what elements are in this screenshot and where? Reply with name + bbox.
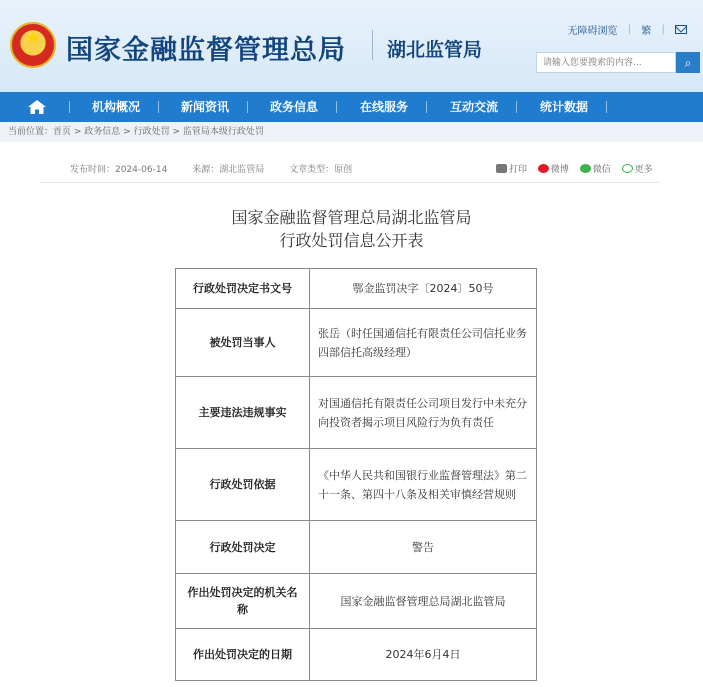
row-key: 作出处罚决定的日期 <box>176 629 310 681</box>
nav-item-gov-info[interactable]: 政务信息 <box>270 100 319 114</box>
row-key: 行政处罚依据 <box>176 449 310 521</box>
breadcrumb-item-gov-info[interactable]: 政务信息 <box>84 127 121 137</box>
breadcrumb-prefix: 当前位置： <box>8 127 54 137</box>
wechat-label: 微信 <box>592 165 611 175</box>
plus-icon <box>622 164 633 173</box>
nav-divider <box>336 101 337 113</box>
printer-icon <box>496 164 507 173</box>
more-label: 更多 <box>634 165 653 175</box>
table-row <box>176 521 537 574</box>
row-value: 2024年6月4日 <box>310 629 537 681</box>
top-link-divider: | <box>661 24 665 35</box>
site-title[interactable]: 国家金融监督管理总局 <box>66 35 346 66</box>
table-row <box>176 449 537 521</box>
nav-divider <box>606 101 607 113</box>
row-key: 主要违法违规事实 <box>176 377 310 449</box>
main-nav <box>0 92 703 122</box>
top-links <box>568 22 688 37</box>
article-meta <box>70 162 374 175</box>
row-value: 鄂金监罚决字〔2024〕50号 <box>310 269 537 309</box>
table-row <box>176 309 537 377</box>
breadcrumb-item-home[interactable]: 首页 <box>53 127 72 137</box>
home-icon[interactable] <box>28 100 46 114</box>
weibo-share-button[interactable] <box>538 162 569 175</box>
title-divider <box>372 30 373 60</box>
site-header <box>0 0 703 92</box>
search-input[interactable] <box>536 52 676 73</box>
row-key: 作出处罚决定的机关名称 <box>176 574 310 629</box>
nav-divider <box>426 101 427 113</box>
nav-divider <box>69 101 70 113</box>
breadcrumb-separator: > <box>169 127 183 137</box>
nav-item-online-service[interactable]: 在线服务 <box>360 100 409 114</box>
nav-item-about[interactable]: 机构概况 <box>92 100 141 114</box>
search-icon: ⌕ <box>684 55 692 70</box>
row-value: 张岳（时任国通信托有限责任公司信托业务四部信托高级经理） <box>310 309 537 377</box>
mail-icon[interactable] <box>675 25 687 34</box>
meta-divider <box>40 182 660 183</box>
print-button[interactable] <box>496 162 527 175</box>
national-emblem-icon: ★ <box>10 22 56 68</box>
breadcrumb-item-local-penalty[interactable]: 监管局本级行政处罚 <box>182 127 264 137</box>
row-key: 被处罚当事人 <box>176 309 310 377</box>
more-share-button[interactable] <box>622 162 653 175</box>
share-bar <box>496 162 661 175</box>
weibo-label: 微博 <box>550 165 569 175</box>
publish-time: 发布时间：2024-06-14 <box>70 165 168 175</box>
print-label: 打印 <box>509 165 528 175</box>
breadcrumb-separator: > <box>120 127 134 137</box>
row-key: 行政处罚决定书文号 <box>176 269 310 309</box>
row-value: 国家金融监督管理总局湖北监管局 <box>310 574 537 629</box>
wechat-share-button[interactable] <box>580 162 611 175</box>
nav-item-news[interactable]: 新闻资讯 <box>181 100 230 114</box>
traditional-chinese-link[interactable]: 繁 <box>641 26 652 37</box>
nav-item-interaction[interactable]: 互动交流 <box>450 100 499 114</box>
row-value: 警告 <box>310 521 537 574</box>
table-row <box>176 574 537 629</box>
wechat-icon <box>580 164 591 173</box>
article-source: 来源：湖北监管局 <box>192 165 265 175</box>
table-row <box>176 377 537 449</box>
nav-item-statistics[interactable]: 统计数据 <box>540 100 589 114</box>
sub-title[interactable]: 湖北监管局 <box>387 39 483 61</box>
row-key: 行政处罚决定 <box>176 521 310 574</box>
nav-divider <box>516 101 517 113</box>
nav-divider <box>158 101 159 113</box>
top-link-divider: | <box>627 24 632 35</box>
table-row <box>176 269 537 309</box>
breadcrumb-separator: > <box>71 127 85 137</box>
row-value: 《中华人民共和国银行业监督管理法》第二十一条、第四十八条及相关审慎经营规则 <box>310 449 537 521</box>
weibo-icon <box>538 164 549 173</box>
table-row <box>176 629 537 681</box>
article-title-line2: 行政处罚信息公开表 <box>279 231 424 250</box>
breadcrumb-item-penalty[interactable]: 行政处罚 <box>133 127 170 137</box>
accessibility-link[interactable]: 无障碍浏览 <box>567 26 618 37</box>
penalty-info-table <box>175 268 537 681</box>
nav-divider <box>247 101 248 113</box>
row-value: 对国通信托有限责任公司项目发行中未充分向投资者揭示项目风险行为负有责任 <box>310 377 537 449</box>
breadcrumb <box>0 122 703 142</box>
article-title-line1: 国家金融监督管理总局湖北监管局 <box>231 208 472 227</box>
article-type: 文章类型：原创 <box>289 165 353 175</box>
search-button[interactable] <box>676 52 700 73</box>
